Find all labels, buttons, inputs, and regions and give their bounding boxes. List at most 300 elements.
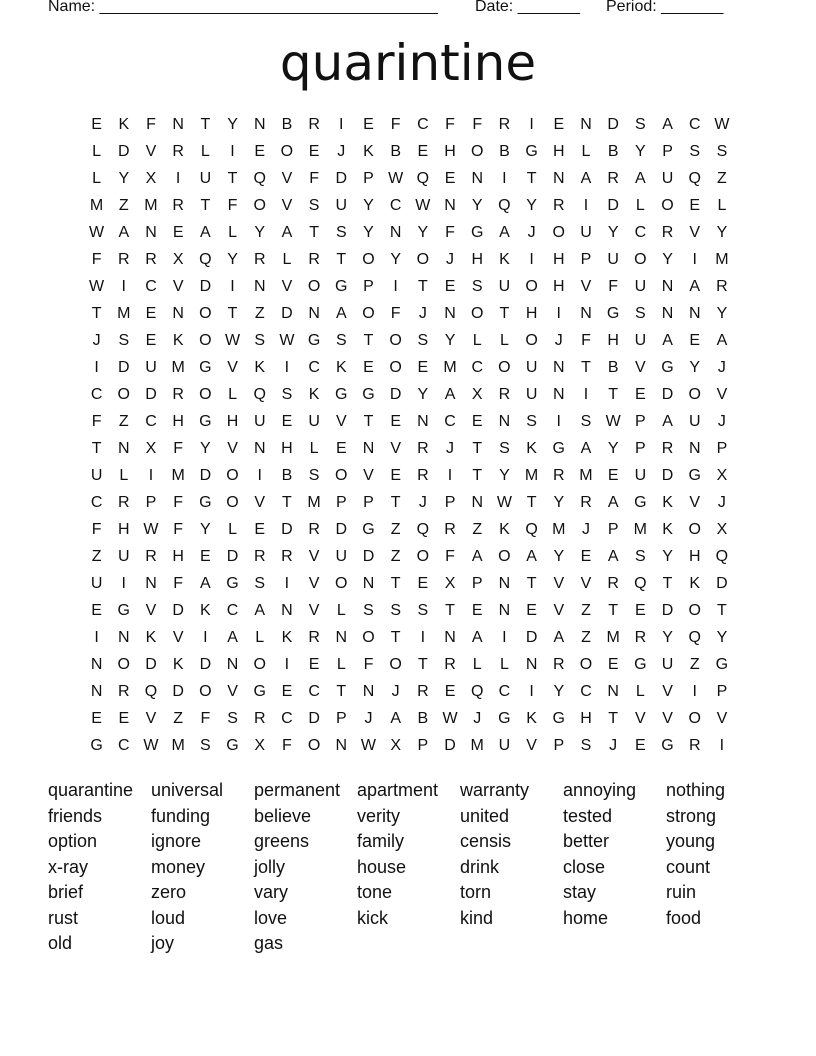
grid-letter: S [580,737,592,754]
grid-letter: I [583,197,589,214]
grid-letter: X [716,521,728,538]
grid-letter: C [118,737,130,754]
grid-letter: X [172,251,184,268]
grid-letter: N [362,440,375,457]
grid-letter: K [172,332,184,349]
grid-letter: D [362,548,375,565]
grid-letter: K [172,656,184,673]
grid-letter: Q [498,197,511,214]
grid-letter: O [498,548,511,565]
grid-letter: U [634,332,647,349]
grid-letter: N [335,629,348,646]
word-item: close [563,856,606,877]
grid-letter: Y [254,224,266,241]
grid-letter: W [89,278,105,295]
grid-letter: Y [716,629,728,646]
grid-letter: E [689,332,701,349]
grid-letter: Y [553,548,565,565]
grid-letter: V [308,602,320,619]
grid-letter: Y [526,197,537,214]
grid-letter: T [526,170,537,187]
grid-letter: W [496,494,512,511]
grid-letter: C [145,413,157,430]
grid-letter: F [91,413,102,430]
grid-letter: E [417,575,429,592]
grid-letter: I [230,143,235,160]
word-item: friends [48,805,103,826]
grid-letter: Q [253,170,266,187]
grid-letter: Y [662,548,673,565]
grid-letter: U [335,548,348,565]
word-item: rust [48,907,79,928]
grid-letter: I [447,467,453,484]
grid-letter: I [393,278,398,295]
grid-letter: F [173,521,184,538]
grid-letter: D [281,521,293,538]
grid-letter: F [282,737,292,754]
grid-letter: H [471,251,483,268]
grid-letter: E [390,413,401,430]
grid-letter: I [121,575,126,592]
grid-letter: V [662,710,673,727]
grid-letter: H [607,332,619,349]
grid-letter: I [502,170,507,187]
grid-letter: Y [607,224,619,241]
grid-letter: S [254,332,266,349]
grid-letter: I [203,629,208,646]
grid-letter: A [580,170,592,187]
grid-letter: G [661,737,674,754]
grid-letter: Z [173,710,184,727]
grid-letter: N [661,305,674,322]
grid-letter: J [337,143,346,160]
word-item: strong [666,805,717,826]
grid-letter: J [446,440,455,457]
grid-letter: V [689,494,701,511]
grid-letter: A [227,629,238,646]
grid-row [83,678,736,705]
grid-letter: I [692,251,697,268]
grid-letter: R [553,197,565,214]
grid-letter: I [529,251,534,268]
grid-letter: S [254,575,266,592]
grid-letter: O [335,575,348,592]
grid-row [83,597,736,624]
grid-letter: O [362,629,375,646]
grid-letter: E [254,143,266,160]
grid-letter: Z [91,548,102,565]
grid-letter: X [254,737,266,754]
grid-letter: E [471,413,483,430]
word-item: nothing [666,780,726,800]
grid-letter: R [253,251,266,268]
grid-letter: L [92,170,102,187]
grid-letter: W [442,710,458,727]
grid-letter: O [498,359,511,376]
grid-letter: G [606,305,620,322]
word-item: warranty [460,780,530,800]
grid-letter: L [119,467,129,484]
grid-letter: A [471,548,483,565]
grid-letter: E [553,116,565,133]
grid-letter: I [529,116,534,133]
grid-letter: O [307,737,321,754]
grid-letter: I [339,116,344,133]
grid-letter: W [279,332,295,349]
grid-letter: E [526,602,537,619]
grid-letter: P [471,575,483,592]
grid-letter: T [608,386,619,403]
grid-letter: J [717,494,726,511]
word-item: tested [563,805,613,826]
grid-letter: J [609,737,618,754]
grid-letter: T [662,575,673,592]
grid-letter: I [284,656,290,673]
grid-letter: F [173,575,184,592]
grid-letter: L [255,629,265,646]
grid-letter: Z [390,548,401,565]
grid-letter: O [525,278,538,295]
grid-letter: F [91,251,102,268]
grid-letter: I [583,386,589,403]
grid-letter: W [415,197,431,214]
grid-letter: L [635,197,645,214]
name-field-label: Name: ______________________________________ [48,0,438,15]
grid-letter: V [662,683,673,700]
grid-letter: V [390,440,401,457]
grid-letter: T [336,683,347,700]
grid-row [83,273,736,300]
grid-letter: I [121,278,126,295]
grid-letter: O [199,332,212,349]
grid-letter: L [282,251,292,268]
grid-letter: G [199,413,212,430]
word-item: home [563,907,609,928]
grid-letter: R [417,467,429,484]
grid-letter: B [499,143,510,160]
grid-letter: C [444,413,456,430]
grid-letter: S [635,548,646,565]
grid-letter: A [390,710,401,727]
grid-row [83,327,736,354]
grid-letter: M [633,521,647,538]
grid-letter: E [200,548,211,565]
grid-letter: I [284,575,290,592]
grid-letter: P [580,251,592,268]
grid-letter: E [444,170,456,187]
grid-letter: R [145,548,157,565]
grid-letter: K [526,710,537,727]
grid-letter: S [635,305,646,322]
grid-letter: U [580,224,592,241]
grid-letter: C [308,683,320,700]
grid-letter: E [91,116,102,133]
grid-letter: K [499,521,510,538]
grid-letter: N [90,683,103,700]
grid-letter: U [525,359,538,376]
grid-letter: N [362,683,375,700]
grid-letter: I [719,737,725,754]
grid-letter: U [634,278,647,295]
grid-letter: G [525,143,538,160]
grid-letter: J [473,710,482,727]
word-item: x-ray [48,856,88,877]
word-item: annoying [563,780,637,800]
grid-letter: R [688,737,701,754]
grid-letter: F [146,116,156,133]
word-item: loud [151,907,186,928]
word-item: gas [254,933,284,953]
grid-letter: E [145,305,157,322]
grid-letter: Z [390,521,401,538]
grid-letter: R [417,440,429,457]
grid-letter: S [689,143,701,160]
grid-letter: O [389,656,402,673]
grid-letter: F [390,305,401,322]
grid-letter: X [716,467,728,484]
grid-letter: E [281,683,293,700]
grid-letter: S [716,143,728,160]
grid-letter: Y [227,251,238,268]
grid-letter: Y [227,116,238,133]
grid-letter: J [446,251,455,268]
grid-letter: N [444,305,456,322]
grid-letter: Y [363,224,374,241]
grid-letter: O [362,305,375,322]
word-item: brief [48,882,84,902]
word-item: zero [151,882,187,902]
grid-letter: T [526,575,537,592]
word-item: quarantine [48,780,134,800]
grid-letter: I [502,629,507,646]
grid-letter: V [145,143,157,160]
grid-letter: U [118,548,130,565]
grid-row [83,138,736,165]
grid-letter: K [662,494,673,511]
grid-letter: F [608,278,619,295]
word-item: young [666,831,716,851]
grid-row [83,651,736,678]
grid-letter: S [200,737,211,754]
grid-letter: G [498,710,511,727]
word-item: kick [357,907,388,928]
grid-letter: Y [471,197,483,214]
grid-letter: O [307,278,321,295]
grid-letter: D [199,656,212,673]
grid-letter: N [553,170,565,187]
grid-row [83,408,736,435]
grid-letter: J [717,413,726,430]
grid-letter: N [607,683,619,700]
grid-letter: H [226,413,239,430]
grid-letter: Z [472,521,483,538]
grid-letter: I [94,629,99,646]
grid-letter: G [117,602,130,619]
grid-letter: F [309,170,319,187]
grid-letter: S [499,440,510,457]
grid-letter: J [391,683,400,700]
grid-letter: S [308,197,320,214]
grid-letter: U [90,575,103,592]
grid-letter: R [607,170,619,187]
grid-letter: Y [118,170,130,187]
grid-letter: E [417,143,429,160]
grid-letter: W [143,521,159,538]
grid-letter: L [309,440,319,457]
grid-letter: E [471,602,483,619]
grid-letter: O [226,467,239,484]
grid-letter: P [716,683,728,700]
grid-letter: F [200,710,211,727]
word-item: permanent [254,780,341,800]
letter-grid [83,111,736,759]
grid-letter: E [635,602,646,619]
grid-letter: O [688,602,701,619]
grid-letter: V [580,278,592,295]
grid-letter: O [552,224,565,241]
word-column [563,778,666,931]
grid-letter: D [172,602,184,619]
grid-letter: U [145,359,157,376]
grid-letter: W [89,224,105,241]
grid-letter: P [145,494,157,511]
grid-letter: E [444,278,456,295]
grid-row [83,300,736,327]
grid-letter: G [199,494,212,511]
grid-letter: R [716,278,728,295]
grid-letter: J [92,332,101,349]
word-item: better [563,831,610,851]
grid-letter: O [117,386,130,403]
word-column [254,778,357,957]
grid-letter: C [417,116,429,133]
grid-letter: H [688,548,701,565]
grid-letter: N [553,359,565,376]
grid-letter: E [689,197,701,214]
grid-letter: K [200,602,211,619]
page-title: quarintine [279,34,537,92]
grid-letter: S [580,413,592,430]
grid-letter: Y [499,467,510,484]
grid-letter: V [172,629,184,646]
grid-letter: I [692,683,697,700]
grid-letter: D [118,143,130,160]
grid-letter: A [553,629,565,646]
grid-letter: M [443,359,457,376]
grid-letter: Z [118,197,129,214]
grid-letter: Y [635,143,646,160]
word-column [460,778,563,931]
grid-letter: I [230,278,235,295]
grid-letter: G [307,332,321,349]
grid-letter: Z [717,170,727,187]
grid-letter: P [363,170,374,187]
grid-letter: J [527,224,536,241]
grid-letter: T [390,575,401,592]
grid-letter: R [308,116,320,133]
grid-letter: R [308,629,320,646]
grid-letter: N [335,737,348,754]
grid-letter: P [635,440,646,457]
grid-letter: Y [417,386,429,403]
grid-letter: T [227,170,238,187]
word-item: funding [151,805,211,826]
grid-letter: V [580,575,592,592]
grid-row [83,624,736,651]
grid-letter: C [90,386,103,403]
grid-letter: R [417,683,429,700]
grid-letter: Q [688,629,701,646]
grid-letter: E [390,467,401,484]
grid-letter: E [635,386,646,403]
grid-letter: C [389,197,402,214]
grid-letter: E [254,521,266,538]
grid-letter: N [580,116,592,133]
grid-letter: V [553,575,565,592]
grid-letter: Z [581,602,591,619]
grid-letter: L [499,332,509,349]
grid-letter: A [607,548,619,565]
grid-letter: D [199,278,212,295]
grid-letter: D [335,521,348,538]
grid-letter: N [444,197,456,214]
grid-letter: J [581,521,590,538]
word-item: greens [254,831,310,851]
grid-letter: U [634,467,647,484]
grid-letter: E [118,710,130,727]
grid-letter: R [607,575,619,592]
grid-letter: S [227,710,238,727]
word-item: count [666,856,711,877]
header-fields [48,0,738,20]
grid-letter: C [90,494,103,511]
grid-letter: E [363,359,374,376]
grid-letter: R [498,386,511,403]
grid-letter: V [281,278,293,295]
grid-letter: G [199,359,212,376]
grid-letter: N [362,575,375,592]
grid-letter: Q [253,386,266,403]
word-item: old [48,933,73,953]
grid-letter: F [363,656,374,673]
grid-letter: N [281,602,293,619]
grid-letter: O [389,359,402,376]
grid-letter: H [525,305,538,322]
grid-letter: J [364,710,373,727]
grid-letter: T [200,116,211,133]
grid-letter: T [526,494,537,511]
grid-letter: Z [581,629,591,646]
grid-letter: U [661,656,674,673]
grid-letter: B [607,143,619,160]
grid-letter: A [580,440,592,457]
grid-letter: G [552,440,565,457]
grid-letter: K [499,251,510,268]
grid-letter: O [199,683,212,700]
grid-letter: Y [417,224,429,241]
grid-letter: U [199,170,212,187]
grid-letter: R [281,548,293,565]
grid-letter: Q [144,683,158,700]
grid-letter: F [581,332,591,349]
grid-letter: J [418,494,427,511]
grid-letter: S [308,467,320,484]
grid-letter: N [90,656,103,673]
grid-letter: H [553,278,565,295]
grid-letter: Y [200,521,211,538]
grid-letter: R [498,116,511,133]
grid-letter: V [254,494,266,511]
